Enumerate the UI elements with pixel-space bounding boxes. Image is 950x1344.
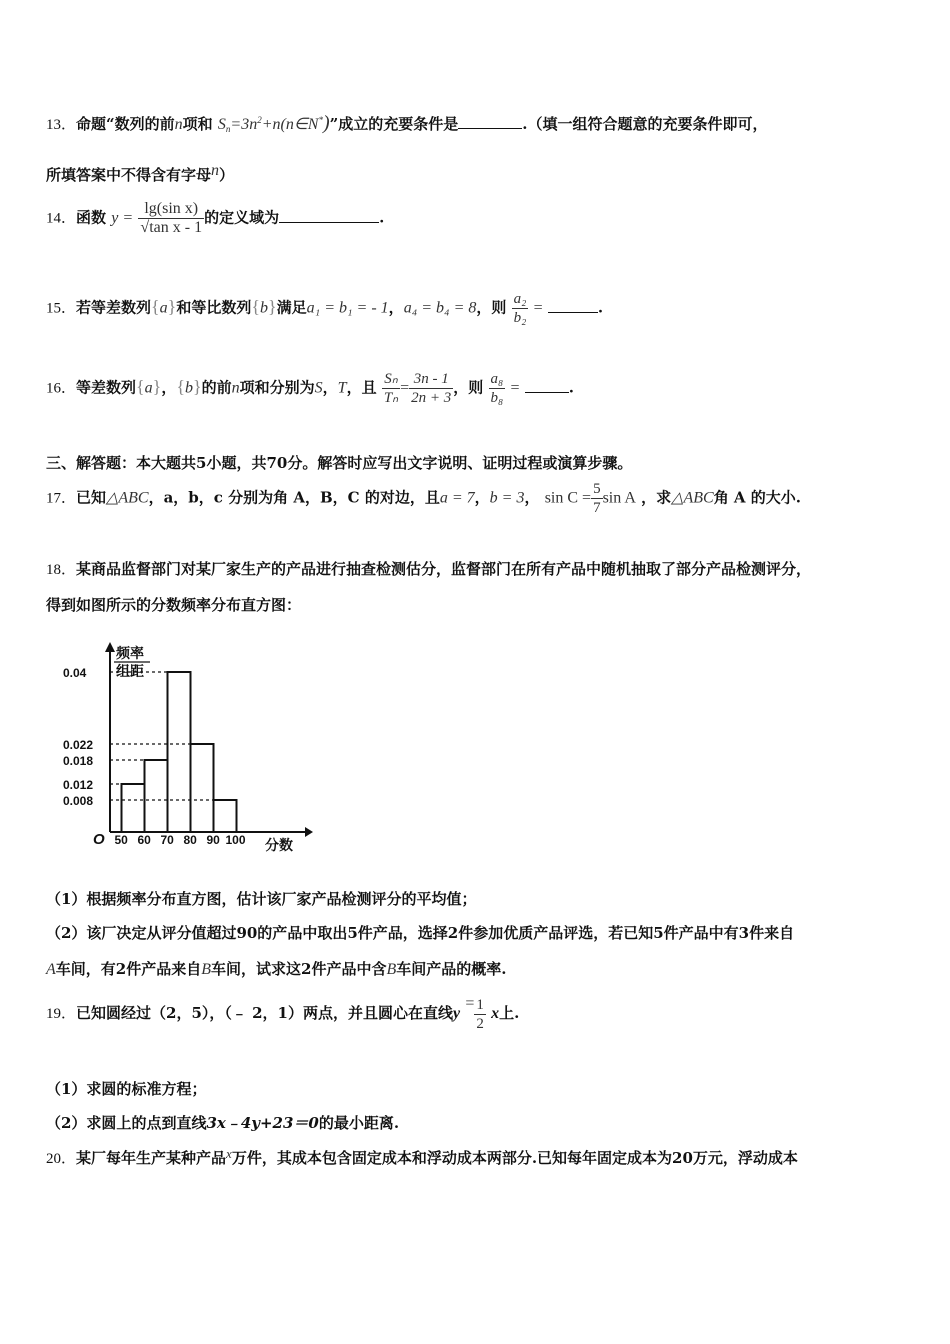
q18-line1: 18．某商品监督部门对某厂家生产的产品进行抽查检测估分，监督部门在所有产品中随机抽取了部分产品检测评分， [46,560,812,578]
q15-line: 15．若等差数列{a}和等比数列{b}满足a₁ = b₁ = - 1，a₄ = b₄ = 8，则 $\frac{\text{a₂}}{\text{b₂}}$ = . [46,291,604,326]
q16-fraction-ST: $\frac{\text{Sₙ}}{\text{Tₙ}}$ [383,371,399,406]
q16-line: 16．等差数列{a}，{b}的前n项和分别为S，T，且 $\frac{\text{Sₙ}}{\text{Tₙ}}$ = $\frac{3n - 1}{2n + 3}$ ，则 $\frac{\text{a₈}}{\text{b₈}}$ = . [46,371,574,406]
histogram-bar [214,800,237,832]
q16-fraction-ab: $\frac{\text{a₈}}{\text{b₈}}$ [490,371,504,406]
q19-sub1: （1）求圆的标准方程； [46,1080,207,1098]
q18-sub1: （1）根据频率分布直方图，估计该厂家产品检测评分的平均值； [46,890,477,908]
y-axis-arrow [105,642,115,652]
q20-line: 20．某厂每年生产某种产品x万件，其成本包含固定成本和浮动成本两部分.已知每年固定成本为20万元，浮动成本 [46,1146,798,1167]
x-tick-label: 80 [183,833,197,847]
histogram-bar [191,744,214,832]
q13-line2: 所填答案中不得含有字母n） [46,162,235,184]
q13-answer-blank[interactable] [458,114,522,129]
q14-line: 14．函数 y = $\frac{\text{lg(sin x)}}{\text{√tan x - 1}}$ 的定义域为 . [46,200,385,236]
q15-answer-blank[interactable] [548,298,598,313]
q19-sub2: （2）求圆上的点到直线3x﹣4y+23＝0的最小距离. [46,1114,400,1132]
q16-answer-blank[interactable] [525,378,569,393]
q13-formula: $S_n=3n^2+n(n\in N^*)$ [217,112,330,134]
histogram-bar [168,672,191,832]
histogram-bar [145,760,168,832]
q13-number: 13． [46,117,77,133]
y-tick-label: 0.04 [63,666,87,680]
q15-fraction: $\frac{\text{a₂}}{\text{b₂}}$ [513,291,527,326]
y-axis-label-bottom: 组距 [116,663,144,679]
q19-fraction: $\frac{1}{2}$ [476,996,484,1032]
q17-line: 17．已知△ABC，a，b，c 分别为角 A，B，C 的对边，且a = 7，b = 3， sin C = $\frac{5}{7}$ sin A ，求△ABC角 A 的大小. [46,481,801,516]
section-heading: 三、解答题：本大题共5小题，共70分。解答时应写出文字说明、证明过程或演算步骤。 [46,454,633,472]
q19-line: 19．已知圆经过（2，5），（﹣ 2，1）两点，并且圆心在直线y = $\frac{1}{2}$ x上. [46,995,520,1032]
x-tick-label: 70 [160,833,174,847]
x-tick-label: 90 [206,833,220,847]
q18-sub2-line1: （2）该厂决定从评分值超过90的产品中取出5件产品，选择2件参加优质产品评选，若已知5件产品中有3件来自 [46,924,795,942]
x-tick-label: 60 [137,833,151,847]
y-axis-label-top: 频率 [116,645,144,661]
q14-fraction: $\frac{\text{lg(sin x)}}{\text{√tan x - 1}}$ [140,200,203,236]
q18-line2: 得到如图所示的分数频率分布直方图： [46,596,302,614]
q17-fraction: $\frac{5}{7}$ [593,481,601,516]
origin-label: O [93,831,105,848]
q18-sub2-line2: A车间，有2件产品来自B车间，试求这2件产品中含B车间产品的概率. [46,960,507,978]
y-tick-label: 0.012 [63,778,94,792]
y-tick-label: 0.008 [63,794,94,808]
x-tick-label: 100 [225,833,246,847]
q14-answer-blank[interactable] [279,208,379,223]
histogram-bar [122,784,145,832]
q13-line1: 13．命题“数列的前n项和 $S_n=3n^2+n(n\in N^*)$”成立的充要条件是 .（填一组符合题意的充要条件即可， [46,112,768,134]
x-tick-label: 50 [114,833,128,847]
x-axis-label: 分数 [265,837,293,853]
y-tick-label: 0.022 [63,738,94,752]
q16-fraction-n: $\frac{3n - 1}{2n + 3}$ [411,371,452,406]
y-tick-label: 0.018 [63,754,94,768]
x-axis-arrow [305,827,313,837]
frequency-histogram [60,628,330,868]
